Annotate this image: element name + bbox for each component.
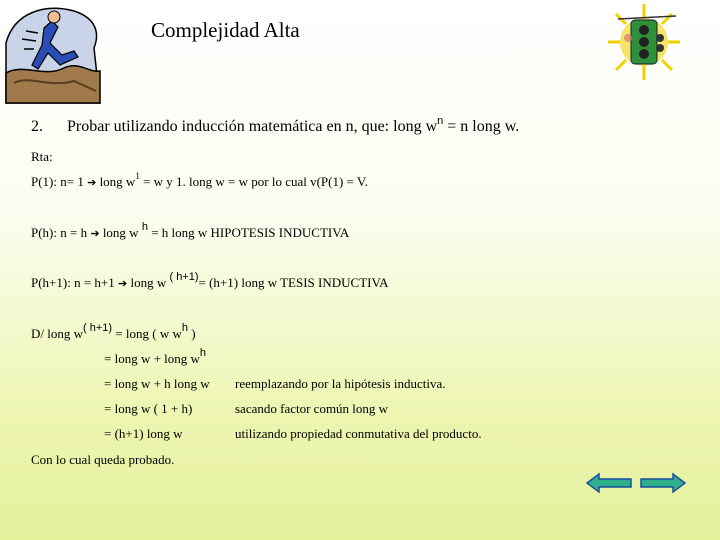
problem-statement: Probar utilizando inducción matemática en n, que: long $w^n = n$ long w. — [67, 115, 520, 135]
running-man-clipart — [4, 3, 104, 108]
ph1-line: P(h+1): n = h+1 ➔ long w $^{( h+1)}$= (h+1) long w TESIS INDUCTIVA — [31, 271, 389, 290]
arrow-right-icon: ➔ — [87, 177, 97, 189]
demo-line-1: D/ long $w^{( h+1)}$ = long ( w $w^h$ ) — [31, 322, 196, 341]
back-arrow-icon[interactable] — [585, 472, 633, 494]
traffic-light-icon — [604, 2, 684, 82]
demo-line-2: = long w + long $w^h$ — [104, 347, 207, 366]
forward-arrow-icon[interactable] — [639, 472, 687, 494]
p1-line: P(1): n= 1 ➔ long $w^1 = w$ y 1. long w = w por lo cual v(P(1) = V. — [31, 171, 368, 189]
demo-step-note: sacando factor común long w — [235, 401, 389, 416]
problem-number: 2. — [31, 118, 43, 135]
conclusion-text: Con lo cual queda probado. — [31, 452, 175, 467]
rta-label: Rta: — [31, 149, 53, 164]
demo-step-note: utilizando propiedad conmutativa del producto. — [235, 426, 482, 441]
ph-line: P(h): n = h ➔ long w $^h$ = h long w HIPOTESIS INDUCTIVA — [31, 221, 350, 240]
arrow-right-icon: ➔ — [90, 228, 100, 240]
demo-step-expr: = long w + h long w — [104, 376, 210, 391]
demo-step-note: reemplazando por la hipótesis inductiva. — [235, 376, 446, 391]
arrow-right-icon: ➔ — [118, 278, 128, 290]
demo-step-expr: = long w ( 1 + h) — [104, 401, 193, 416]
demo-step-expr: = (h+1) long w — [104, 426, 183, 441]
slide-title: Complejidad Alta — [151, 18, 300, 42]
